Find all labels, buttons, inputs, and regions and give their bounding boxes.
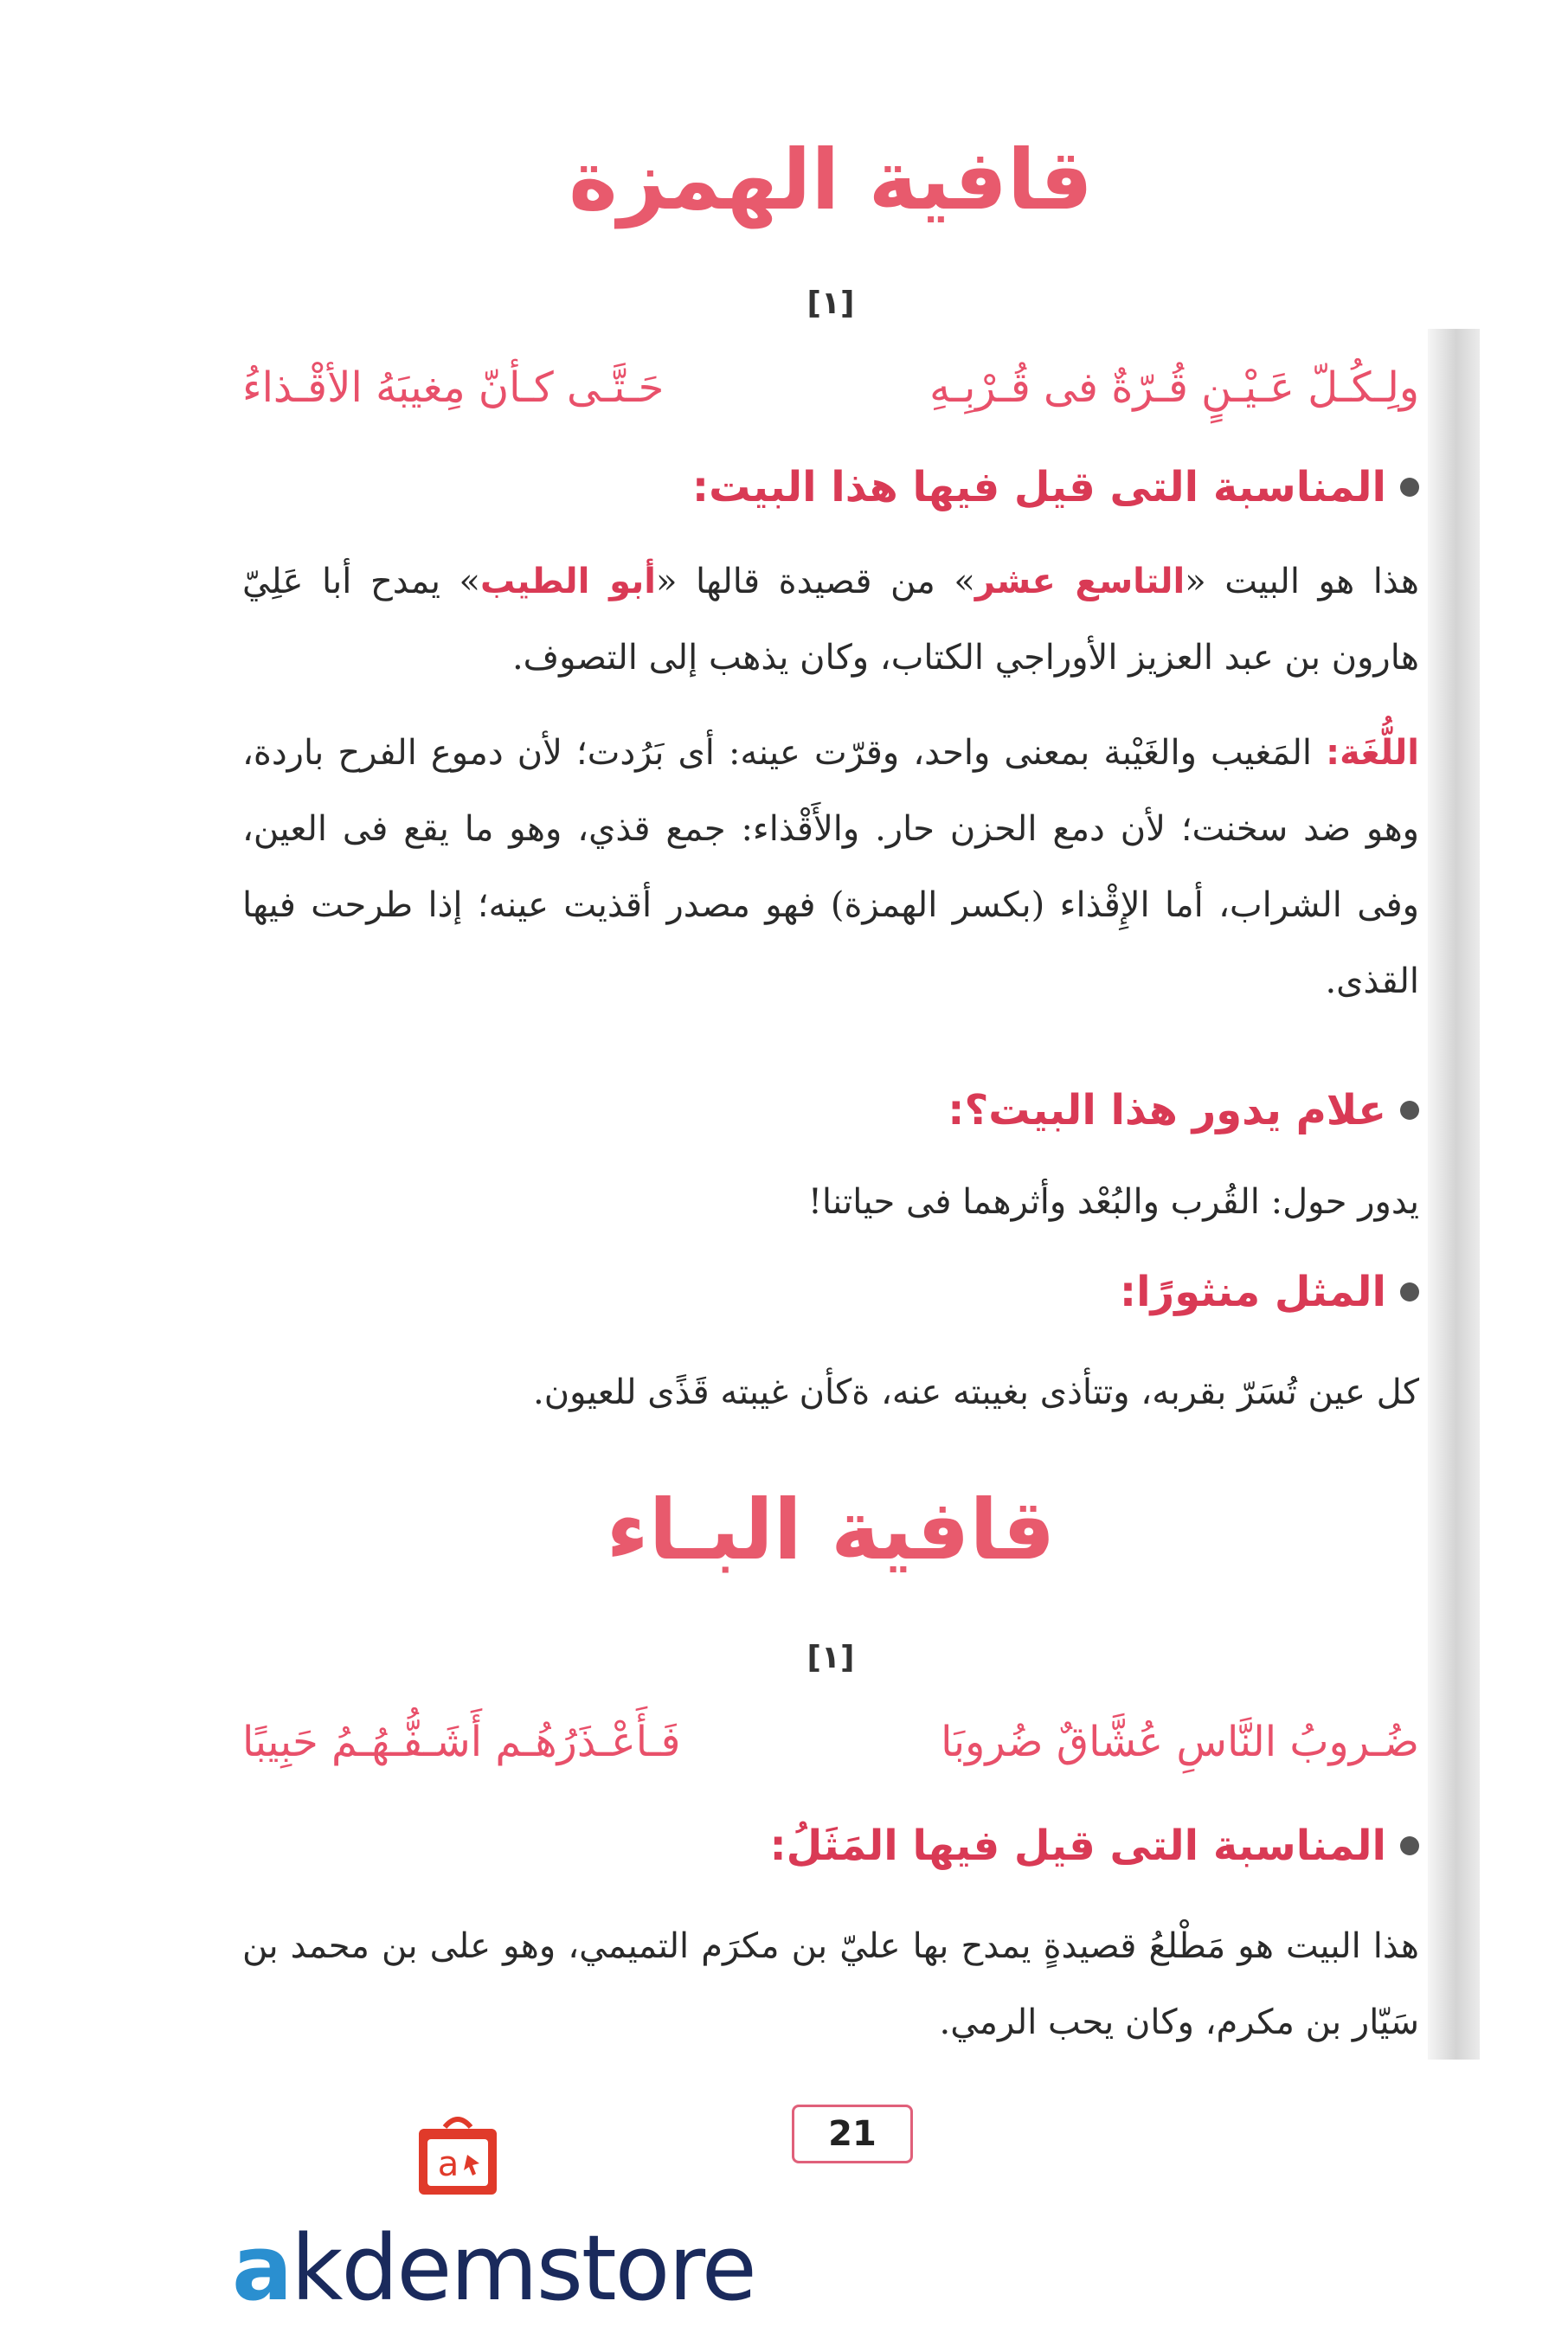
verse-number: [١]	[806, 1640, 855, 1675]
verse-second-hemistich: حَـتَّـى كـأنّ مِغيبَهُ الأقْـذاءُ	[242, 363, 665, 412]
logo-letter: a	[437, 2144, 459, 2184]
bullet-icon	[1400, 1282, 1419, 1302]
verse-line	[242, 363, 1419, 412]
page-number: 21	[792, 2105, 913, 2163]
verse-first-hemistich: ضُـروبُ النَّاسِ عُشَّاقٌ ضُروبَا	[941, 1718, 1419, 1766]
occasion-paragraph: هذا البيت هو مَطْلعُ قصيدةٍ يمدح بها عليّ بن مكرَم التميمي، وهو على بن محمد بن سَيّار بن مكرم، وكان يحب الرمي.	[242, 1926, 1419, 2042]
verse-first-hemistich: ولِـكُـلّ عَـيْـنٍ قُـرّةٌ فى قُـرْبِـهِ	[929, 363, 1419, 412]
bullet-icon	[1400, 1101, 1419, 1120]
page-edge-shadow	[1428, 329, 1480, 2060]
verse-second-hemistich: فَـأَعْـذَرُهُـم أَشَـفُّـهُـمُ حَبِيبًا	[242, 1718, 681, 1766]
verse-number: [١]	[806, 286, 855, 321]
section-title-hamza: قافية الهمزة	[569, 132, 1093, 228]
occasion-heading: المناسبة التى قيل فيها المَثَلُ:	[769, 1822, 1419, 1870]
occasion-heading: المناسبة التى قيل فيها هذا البيت:	[692, 463, 1419, 511]
section-title-baa: قافية البـاء	[606, 1482, 1056, 1578]
theme-paragraph: يدور حول: القُرب والبُعْد وأثرهما فى حياتنا!	[807, 1182, 1419, 1222]
book-logo-icon	[410, 2110, 505, 2205]
prose-paragraph: كل عين تُسَرّ بقربه، وتتأذى بغيبته عنه، ةكأن غيبته قَذًى للعيون.	[532, 1372, 1419, 1412]
verse-line	[242, 1718, 1419, 1766]
theme-heading: علام يدور هذا البيت؟:	[948, 1086, 1419, 1134]
occasion-paragraph: هذا هو البيت «التاسع عشر» من قصيدة قالها «أبو الطيب» يمدح أبا عَلِيّ هارون بن عبد العزيز الأوراجي الكتاب، وكان يذهب إلى التصوف.	[242, 562, 1419, 678]
language-paragraph: اللُّغَة: المَغيب والغَيْبة بمعنى واحد، وقرّت عينه: أى بَرُدت؛ لأن دموع الفرح باردة، وهو ضد سخنت؛ لأن دمع الحزن حار. والأَقْذاء: جمع قذي، وهو ما يقع فى العين، وفى الشراب، أما الإِقْذاء (بكسر الهمزة) فهو مصدر أقذيت عينه؛ إذا طرحت فيها القذى.	[242, 733, 1419, 1001]
bullet-icon	[1400, 1836, 1419, 1855]
bullet-icon	[1400, 478, 1419, 497]
prose-heading: المثل منثورًا:	[1120, 1268, 1419, 1316]
brand-wordmark: akdemstore	[232, 2215, 755, 2321]
